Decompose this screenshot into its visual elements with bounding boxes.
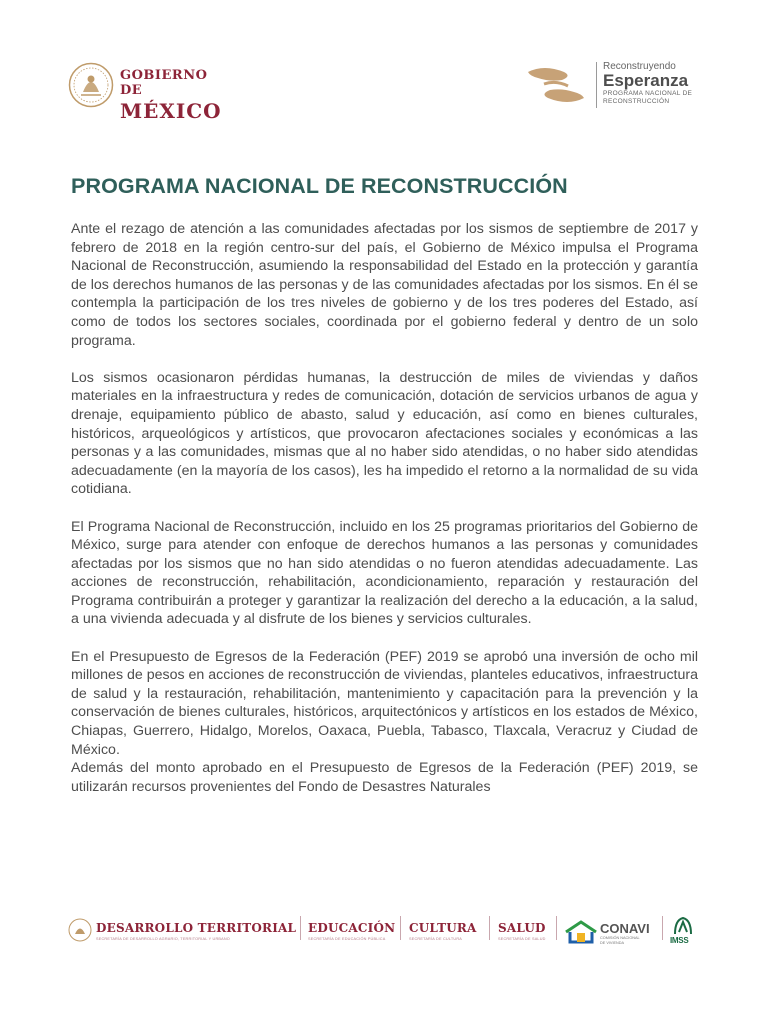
educacion-sub: SECRETARÍA DE EDUCACIÓN PÚBLICA [308,937,386,941]
imss-logo [670,916,696,946]
reconstruyendo-esperanza-logo [524,60,714,110]
footer-divider [662,916,663,940]
conavi-sub1: COMISIÓN NACIONAL [600,936,640,940]
programa-line2: RECONSTRUCCIÓN [603,98,670,105]
reconstruyendo-text [603,61,692,106]
imss-eagle-icon [671,916,695,936]
footer-divider [556,916,557,940]
reconstruyendo-small: Reconstruyendo [603,61,676,72]
cultura-name: CULTURA [409,921,477,935]
esperanza-text: Esperanza [603,71,689,90]
salud-logo [498,921,546,961]
imss-name: IMSS [670,936,689,945]
programa-line1: PROGRAMA NACIONAL DE [603,90,693,97]
paragraph: El Programa Nacional de Reconstrucción, incluido en los 25 programas prioritarios del Gobierno de México, surge para atender con enfoque de derechos humanos a las personas y comunidades afectadas por los sismos que no han sido atendidas o no fueron atendidas adecuadamente. Las acciones de reconstrucción, rehabilitación, acondicionamiento, reparación y restauración del Programa contribuirán a proteger y garantizar la realización del derecho a la educación, a la salud, a una vivienda adecuada y al disfrute de los bienes y servicios culturales. [71,518,698,628]
footer-divider [400,916,401,940]
mexico-seal-icon [68,918,92,942]
educacion-logo [308,921,395,961]
footer-logos [0,910,768,960]
page-title: PROGRAMA NACIONAL DE RECONSTRUCCIÓN [71,174,568,198]
gobierno-line1: GOBIERNO DE [120,68,208,98]
conavi-sub2: DE VIVIENDA [600,941,625,945]
footer-divider [300,916,301,940]
footer-divider [489,916,490,940]
gobierno-de-mexico-logo [68,62,228,123]
paragraph: Además del monto aprobado en el Presupuesto de Egresos de la Federación (PEF) 2019, se utilizarán recursos provenientes del Fondo de Desastres Naturales [71,760,698,795]
desarrollo-name: DESARROLLO TERRITORIAL [96,921,297,935]
logo-divider [596,62,597,108]
educacion-name: EDUCACIÓN [308,921,396,935]
house-icon [564,920,598,944]
salud-name: SALUD [498,921,546,935]
paragraph: Ante el rezago de atención a las comunidades afectadas por los sismos de septiembre de 2017 y febrero de 2018 en la región centro-sur del país, el Gobierno de México impulsa el Programa Nacional de Reconstrucción, asumiendo la responsabilidad del Estado en la protección y garantía de los derechos humanos de las personas y de las comunidades afectadas por los sismos. En él se contempla la participación de los tres niveles de gobierno y de los tres poderes del Estado, así como de todos los sectores sociales, coordinada por el gobierno federal y dentro de un solo programa. [71,221,698,349]
hands-icon [524,62,588,108]
cultura-sub: SECRETARÍA DE CULTURA [409,937,463,941]
paragraph: En el Presupuesto de Egresos de la Federación (PEF) 2019 se aprobó una inversión de ocho mil millones de pesos en acciones de reconstrucción de viviendas, planteles educativos, infraestructura de salud y la restauración, rehabilitación, mantenimiento y capacitación para la prevención y la conservación de bienes culturales, históricos, arquitectónicos y artísticos en los estados de México, Chiapas, Guerrero, Hidalgo, Morelos, Oaxaca, Puebla, Tabasco, Tlaxcala, Veracruz y Ciudad de México. [71,648,698,758]
document-body [71,220,698,796]
salud-sub: SECRETARÍA DE SALUD [498,937,546,941]
page-header [0,0,768,130]
paragraph: Los sismos ocasionaron pérdidas humanas, la destrucción de miles de viviendas y daños materiales en la infraestructura y redes de comunicación, dotación de servicios urbanos de agua y drenaje, equipamiento público de abasto, salud y educación, así como en bienes culturales, históricos, arqueológicos y artísticos, que provocaron afectaciones sociales y económicas a las personas y a las comunidades, mismas que al no haber sido atendidas, o no haber sido atendidas adecuadamente (en la mayoría de los casos), les ha impedido el retorno a la normalidad de su vida cotidiana. [71,369,698,498]
cultura-logo [409,921,477,961]
gobierno-line2: MÉXICO [120,99,222,123]
desarrollo-sub: SECRETARÍA DE DESARROLLO AGRARIO, TERRITORIAL Y URBANO [96,937,230,941]
mexico-seal-icon [68,62,114,108]
gobierno-text [120,68,228,123]
conavi-name: CONAVI [600,921,650,936]
